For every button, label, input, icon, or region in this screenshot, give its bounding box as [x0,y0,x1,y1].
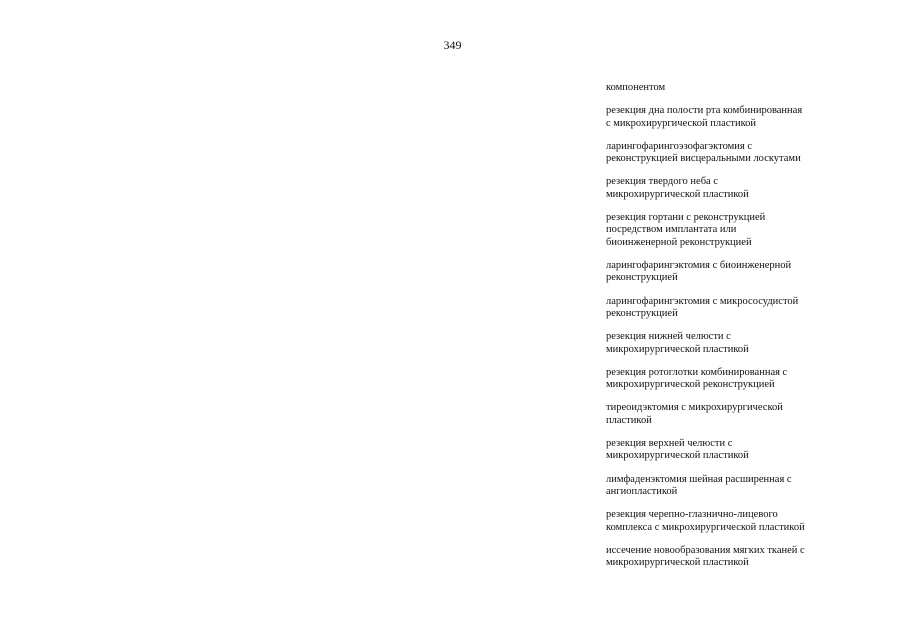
procedure-entry-line: ларингофарингоэзофагэктомия с [606,140,753,152]
procedure-entry-line: микрохирургической пластикой [606,188,749,200]
procedure-entry-line: ларингофарингэктомия с микрососудистой [606,295,799,307]
procedure-entry [606,509,826,534]
procedure-entry-line: реконструкцией [606,272,678,284]
procedure-entry-line: комплекса с микрохирургической пластикой [606,521,805,533]
procedure-entry-line: реконструкцией [606,308,678,320]
procedure-entry-line: тиреоидэктомия с микрохирургической [606,402,783,414]
procedure-entry [606,296,826,321]
procedure-entry-line: посредством имплантата или [606,224,737,236]
procedure-entry [606,367,826,392]
procedure-entry [606,545,826,570]
procedure-entry-line: резекция черепно-глазнично-лицевого [606,509,778,521]
procedure-entry-line: микрохирургической пластикой [606,557,749,569]
procedure-list [606,82,826,580]
procedure-entry-line: ангиопластикой [606,486,678,498]
procedure-entry-line: резекция нижней челюсти с [606,331,731,343]
procedure-entry-line: резекция верхней челюсти с [606,437,733,449]
procedure-entry-line: резекция ротоглотки комбинированная с [606,366,788,378]
procedure-entry [606,212,826,250]
procedure-entry [606,331,826,356]
procedure-entry [606,438,826,463]
page-number: 349 [443,38,462,52]
procedure-entry-line: ларингофарингэктомия с биоинженерной [606,259,792,271]
procedure-entry-line: иссечение новообразования мягких тканей с [606,544,805,556]
procedure-entry-line: реконструкцией висцеральными лоскутами [606,153,801,165]
procedure-entry-line: лимфаденэктомия шейная расширенная с [606,473,792,485]
procedure-entry [606,141,826,166]
procedure-entry-line: биоинженерной реконструкцией [606,236,752,248]
procedure-entry [606,402,826,427]
procedure-entry-line: пластикой [606,414,652,426]
procedure-entry [606,260,826,285]
procedure-entry-line: микрохирургической пластикой [606,450,749,462]
procedure-entry [606,82,826,95]
procedure-entry [606,176,826,201]
procedure-entry [606,474,826,499]
procedure-entry-line: резекция дна полости рта комбинированная [606,105,803,117]
procedure-entry-line: компонентом [606,82,666,93]
procedure-entry-line: с микрохирургической пластикой [606,117,757,129]
procedure-entry-line: микрохирургической пластикой [606,343,749,355]
procedure-entry-line: резекция твердого неба с [606,176,718,188]
procedure-entry-line: микрохирургической реконструкцией [606,379,775,391]
procedure-entry [606,105,826,130]
procedure-entry-line: резекция гортани с реконструкцией [606,211,766,223]
